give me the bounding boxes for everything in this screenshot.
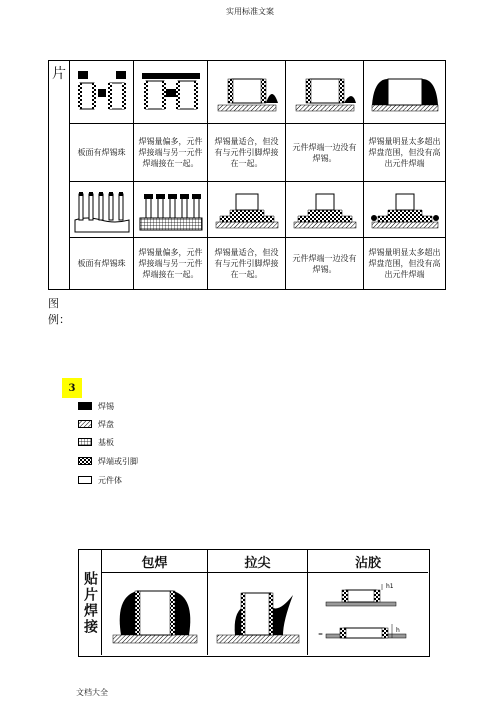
legend-label: 焊端或引脚 [98,456,138,466]
pins-bridge-diagram-2 [138,186,204,234]
chip-bridge-diagram-2 [138,69,204,115]
defect-description: 焊锡量适合，但没有与元件引脚焊接在一起。 [207,237,285,289]
diagram-cell [207,61,285,123]
chip-excess-diagram [368,69,442,115]
table-side-label: 贴片焊接 [82,570,98,635]
page-footer: 文档大全 [76,688,108,697]
solder-defect-table [48,60,446,290]
diagram-cell [133,61,207,123]
legend-title: 图例： [48,297,70,326]
diagram-cell [285,181,363,237]
chip-raised-diagram-2 [290,186,360,234]
legend-item [78,418,114,430]
dimension-label: h1 [386,583,394,590]
diagram-cell [133,181,207,237]
component-body-swatch-icon [78,476,92,484]
column-header: 包焊 [101,550,207,572]
diagram-cell [101,572,207,655]
wrap-solder-diagram [107,577,203,651]
legend-item [78,455,138,467]
diagram-cell [207,572,307,655]
defect-description: 元件焊端一边没有焊锡。 [285,123,363,181]
diagram-cell [363,61,445,123]
legend-item [78,400,114,412]
substrate-swatch-icon [78,438,92,446]
legend-item [78,436,114,448]
column-header: 拉尖 [207,550,307,572]
solder-swatch-icon [78,402,92,410]
row-label: 板面有焊锡珠 [69,123,133,181]
defect-description: 元件焊端一边没有焊锡。 [285,237,363,289]
legend-label: 焊锡 [98,401,114,411]
legend-label: 元件体 [98,475,122,485]
defect-description: 焊锡量明显太多超出焊盘范围，但没有高出元件焊端 [363,123,445,181]
row-label: 板面有焊锡珠 [69,237,133,289]
chip-bridge-diagram [74,69,130,115]
divider [48,60,49,290]
diagram-cell [363,181,445,237]
column-header: 沾胶 [307,550,428,572]
adhesive-contamination-diagram [312,576,424,652]
diagram-cell [69,181,133,237]
diagram-cell [285,61,363,123]
defect-description: 焊锡量偏多，元件焊接端与另一元件焊端接在一起。 [133,123,207,181]
equals-mark: = [318,631,324,638]
chip-one-side-diagram [290,69,360,115]
legend-label: 焊盘 [98,419,114,429]
defect-description: 焊锡量偏多，元件焊接端与另一元件焊端接在一起。 [133,237,207,289]
smt-solder-table [78,549,430,657]
diagram-cell [307,572,428,655]
table-side-label: 片 [52,66,66,82]
solder-spike-diagram [213,577,303,651]
chip-excess-raised-diagram [368,186,442,234]
pad-swatch-icon [78,420,92,428]
defect-description: 焊锡量适合，但没有与元件引脚焊接在一起。 [207,123,285,181]
defect-description: 焊锡量明显太多超出焊盘范围，但没有高出元件焊端 [363,237,445,289]
page-header: 实用标准文案 [226,7,274,16]
pins-bridge-diagram [73,186,131,234]
legend-item [78,474,122,486]
legend-label: 基板 [98,437,114,447]
section-number-badge: 3 [62,378,82,398]
chip-no-wet-diagram [212,69,282,115]
terminal-swatch-icon [78,457,92,465]
diagram-cell [69,61,133,123]
diagram-cell [207,181,285,237]
chip-raised-diagram [212,186,282,234]
dimension-label: h [396,627,400,634]
